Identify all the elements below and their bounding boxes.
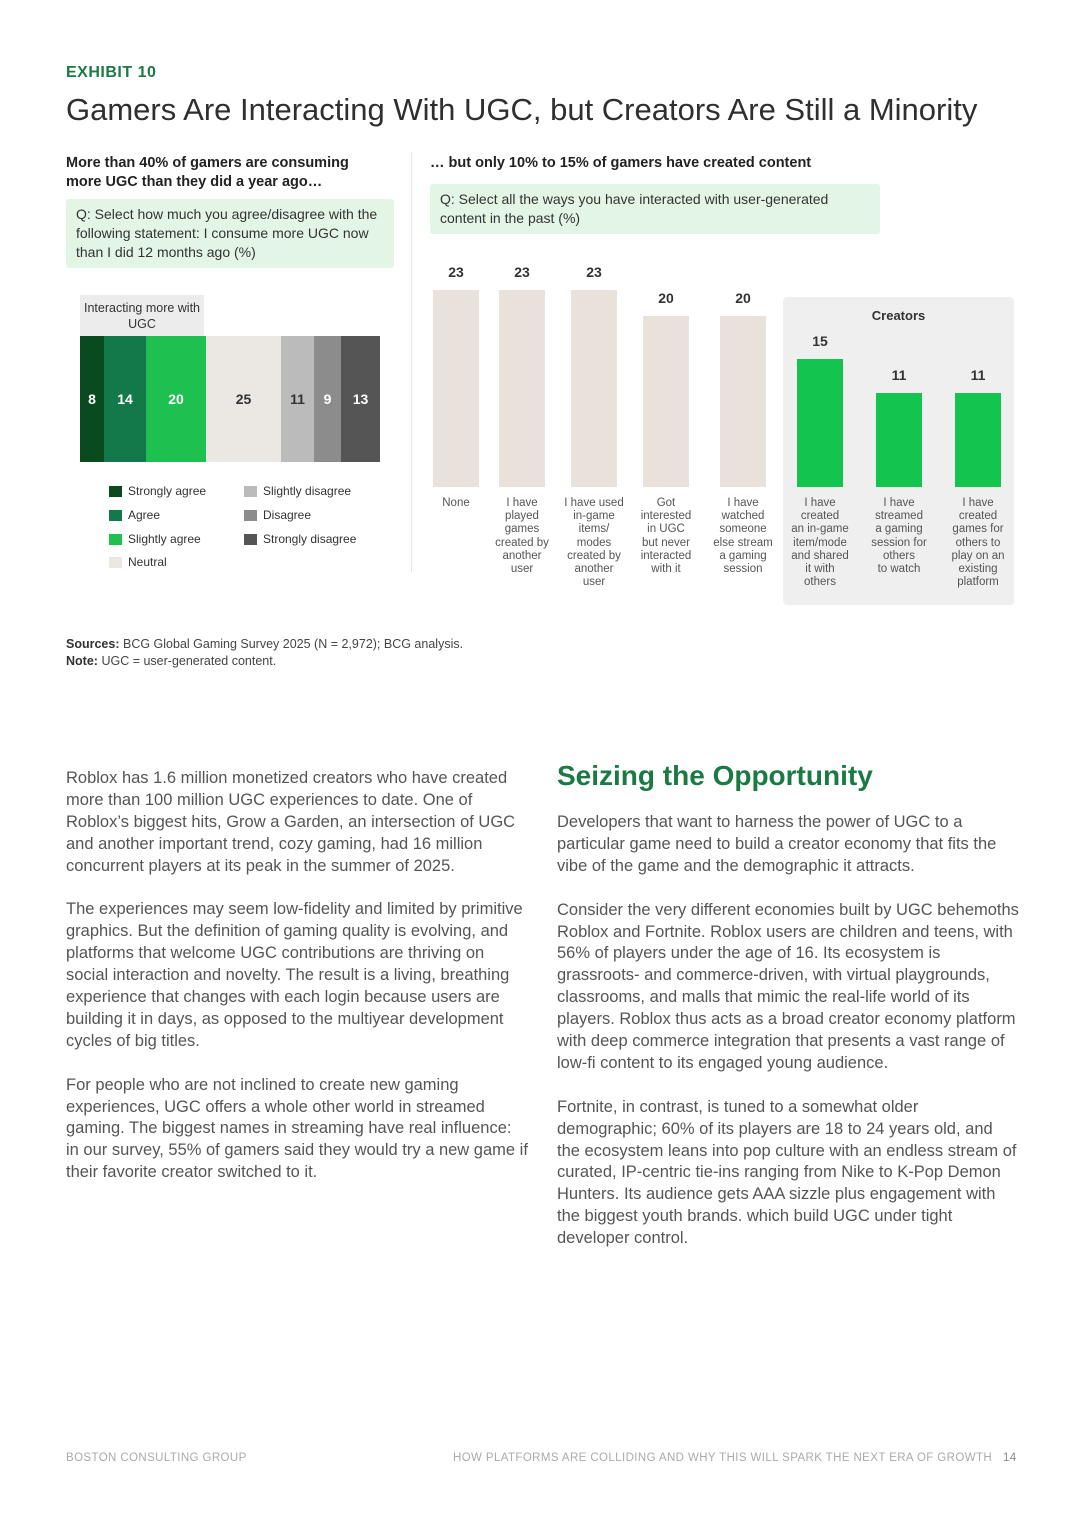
- interaction-bar-chart: [0, 0, 1080, 620]
- legend-label: Disagree: [263, 508, 312, 522]
- sources-note: [66, 636, 463, 670]
- stack-segment-agree: 14: [104, 336, 146, 462]
- bar-5: [720, 316, 766, 487]
- body-paragraph: The experiences may seem low-fidelity and limited by primitive graphics. But the definition of gaming quality is evolving, and platforms that welcome UGC contributions are thriving on social interaction and novelty. The result is a living, breathing experience that changes with each login because users are building it in days, as opposed to the multiyear development cycles of big titles.: [66, 900, 523, 1050]
- legend-label: Agree: [128, 508, 161, 522]
- right-column: [557, 812, 1019, 1272]
- body-paragraph: Developers that want to harness the power of UGC to a particular game need to build a creator economy that fits the vibe of the game and the demographic it attracts.: [557, 813, 997, 875]
- bar-value-label: 11: [970, 366, 986, 383]
- stack-segment-strongly-agree: 8: [80, 336, 104, 462]
- bar-category-label: I have created an in-game item/mode and shared it with others: [791, 497, 849, 589]
- bar-category-label: I have played games created by another user: [495, 497, 549, 576]
- bar-value-label: 20: [658, 289, 674, 306]
- creators-label: Creators: [871, 308, 926, 323]
- bar-3: [571, 290, 617, 487]
- legend-label: Strongly agree: [128, 484, 207, 498]
- body-paragraph: Fortnite, in contrast, is tuned to a somewhat older demographic; 60% of its players are 18 to 24 years old, and the ecosystem leans into pop culture with an endless stream of curated, IP-centric tie-ins ranging from Nike to K-Pop Demon Hunters. Its audience gets AAA sizzle plus engagement with the biggest youth brands. which build UGC under tight developer control.: [557, 1097, 1017, 1248]
- exhibit-title: Gamers Are Interacting With UGC, but Creators Are Still a Minority: [66, 92, 978, 127]
- legend-label: Strongly disagree: [263, 532, 357, 546]
- body-paragraph: For people who are not inclined to create new gaming experiences, UGC offers a whole other world in streamed gaming. The biggest names in streaming have real influence: in our survey, 55% of gamers said they would try a new game if their favorite creator switched to it.: [66, 1075, 528, 1182]
- bar-value-label: 20: [735, 289, 751, 306]
- stack-segment-strongly-disagree: 13: [341, 336, 380, 462]
- stack-segment-slightly-agree: 20: [146, 336, 206, 462]
- bar-value-label: 11: [891, 366, 907, 383]
- bar-6: [797, 359, 843, 487]
- bar-category-label: I have streamed a gaming session for others to watch: [871, 497, 927, 576]
- body-paragraph: Consider the very different economies built by UGC behemoths Roblox and Fortnite. Roblox users are children and teens, with 56% of players under the age of 16. Its ecosystem is grassroots- and commerce-driven, with virtual playgrounds, classrooms, and malls that mimic the real-life world of its players. Roblox thus acts as a broad creator economy platform with deep commerce integration that presents a vast range of low-fi content to its engaged young audience.: [557, 900, 1019, 1072]
- legend-label: Neutral: [128, 555, 167, 569]
- right-question: Q: Select all the ways you have interacted with user-generated content in the past (%): [430, 184, 880, 234]
- interacting-more-label: Interacting more with UGC: [80, 295, 204, 336]
- bar-4: [643, 316, 689, 487]
- bar-value-label: 15: [812, 332, 828, 349]
- footer-brand: BOSTON CONSULTING GROUP: [66, 1452, 247, 1464]
- stack-segment-slightly-disagree: 11: [281, 336, 314, 462]
- bar-category-label: I have watched someone else stream a gaming session: [713, 497, 773, 576]
- bar-2: [499, 290, 545, 487]
- bar-value-label: 23: [514, 264, 530, 280]
- bar-category-label: I have used in-game items/ modes created by another user: [564, 497, 624, 589]
- legend-label: Slightly agree: [128, 532, 201, 546]
- left-column: [66, 768, 528, 1206]
- exhibit-label: EXHIBIT 10: [66, 64, 157, 81]
- section-heading: Seizing the Opportunity: [557, 760, 873, 791]
- bar-1: [433, 290, 479, 487]
- footer-report-title: HOW PLATFORMS ARE COLLIDING AND WHY THIS WILL SPARK THE NEXT ERA OF GROWTH: [453, 1452, 993, 1464]
- bar-category-label: None: [442, 497, 470, 509]
- sources-text: BCG Global Gaming Survey 2025 (N = 2,972); BCG analysis.: [122, 637, 464, 651]
- stack-segment-disagree: 9: [314, 336, 341, 462]
- legend-label: Slightly disagree: [263, 484, 352, 498]
- right-subhead: … but only 10% to 15% of gamers have created content: [430, 155, 812, 171]
- left-question: Q: Select how much you agree/disagree with the following statement: I consume more UGC now than I did 12 months ago (%): [66, 199, 394, 268]
- bar-value-label: 23: [586, 264, 602, 280]
- left-subhead: More than 40% of gamers are consuming more UGC than they did a year ago…: [66, 155, 349, 190]
- bar-category-label: Got interested in UGC but never interacted with it: [640, 497, 692, 576]
- bar-8: [955, 393, 1001, 487]
- sources-label: Sources:: [66, 637, 120, 651]
- stack-segment-neutral: 25: [206, 336, 281, 462]
- bar-category-label: I have created games for others to play on an existing platform: [951, 497, 1005, 589]
- note-label: Note:: [66, 654, 98, 668]
- note-text: UGC = user-generated content.: [101, 654, 277, 668]
- bar-7: [876, 393, 922, 487]
- page-number: 14: [1003, 1452, 1017, 1464]
- bar-value-label: 23: [448, 264, 464, 280]
- body-paragraph: Roblox has 1.6 million monetized creators who have created more than 100 million UGC experiences to date. One of Roblox’s biggest hits, Grow a Garden, an intersection of UGC and another important trend, cozy gaming, had 16 million concurrent players at its peak in the summer of 2025.: [66, 769, 516, 875]
